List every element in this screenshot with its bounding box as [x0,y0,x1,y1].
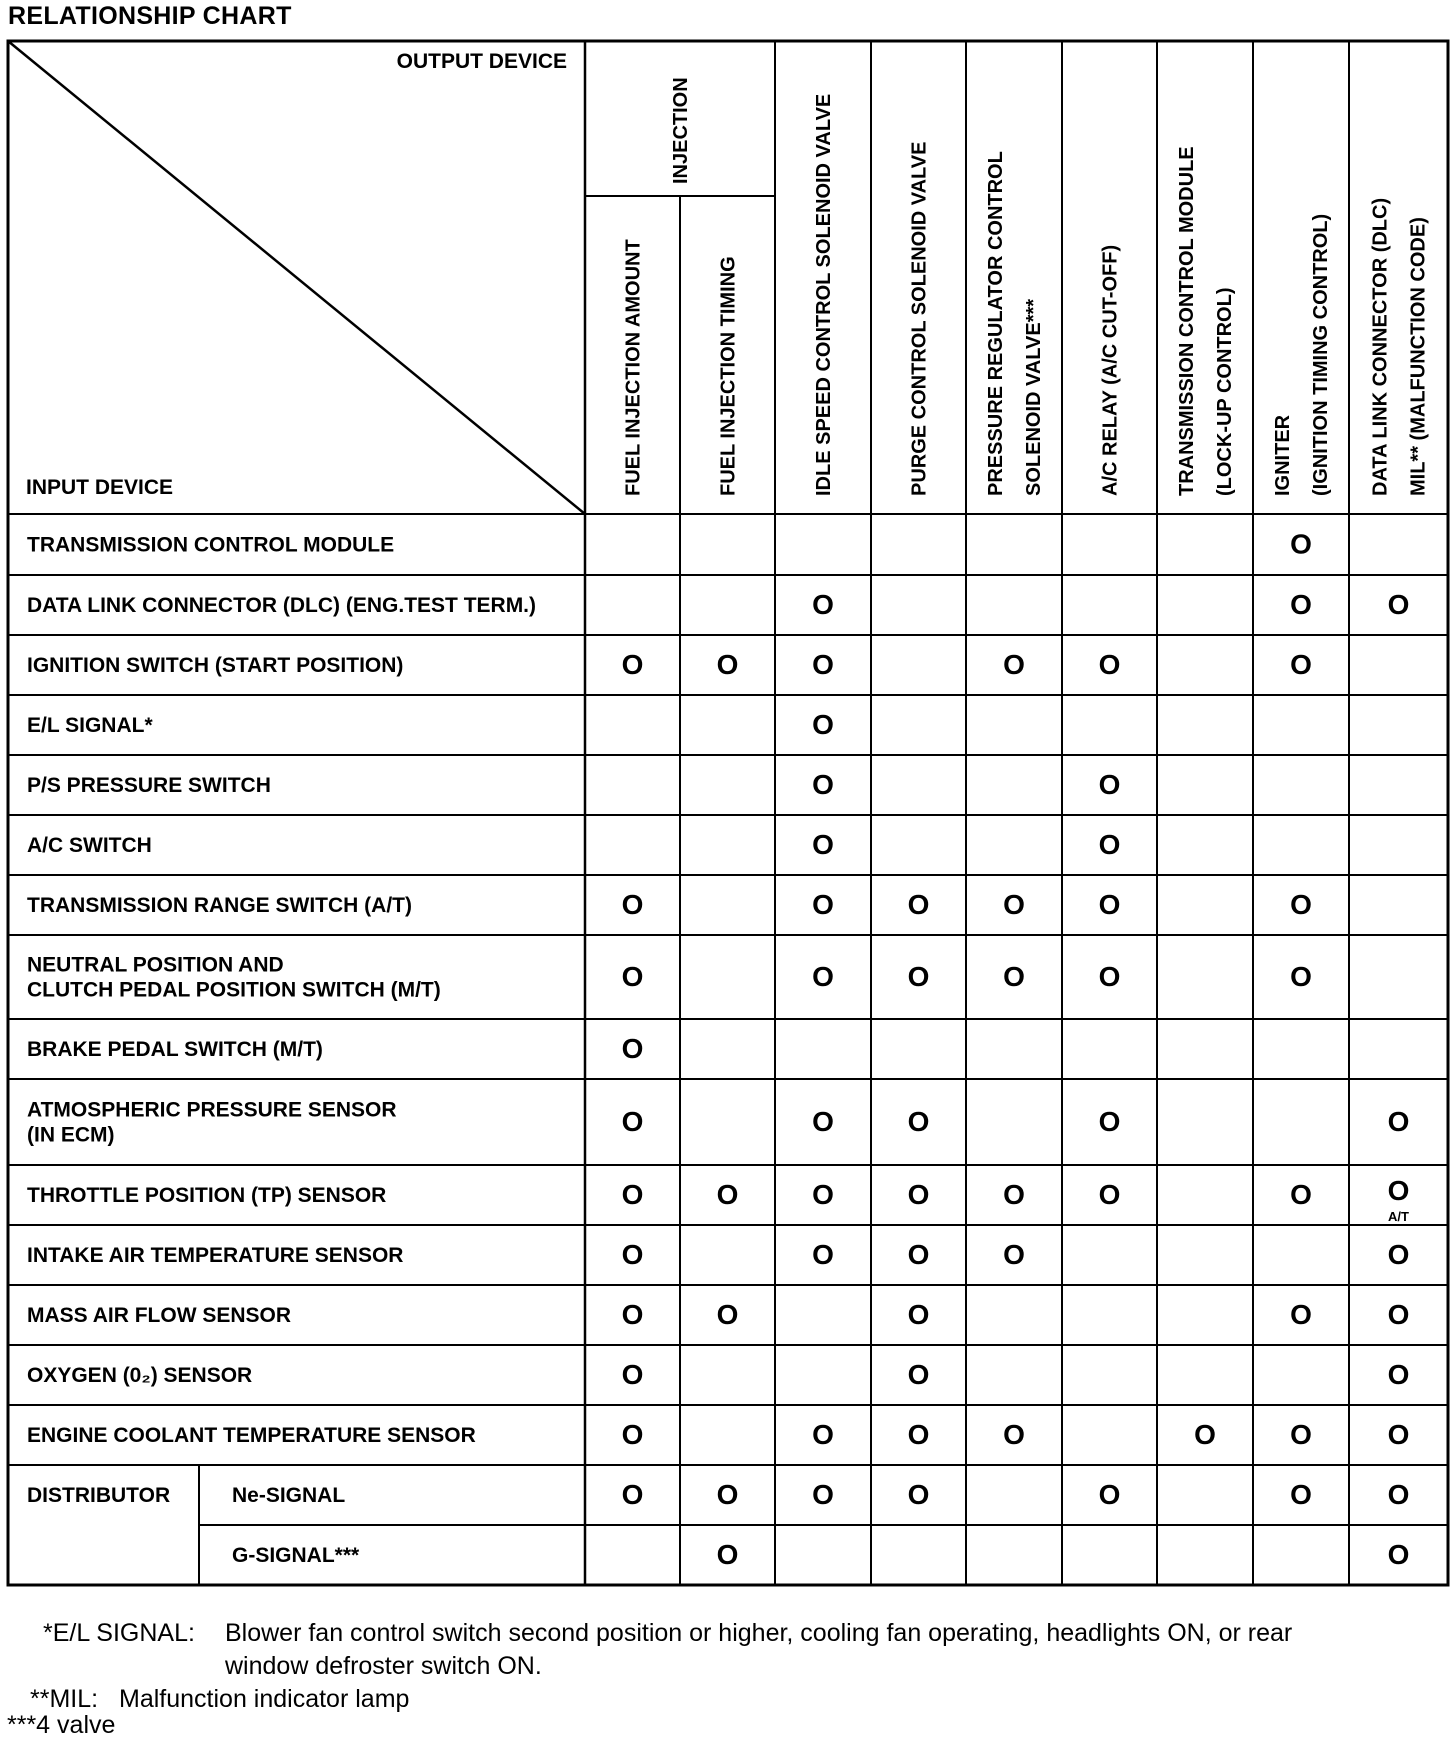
relation-mark: O [1290,1299,1312,1330]
relation-mark: O [1290,649,1312,680]
footnote-text: Malfunction indicator lamp [119,1685,410,1713]
relation-mark: O [812,649,834,680]
relation-mark: O [1003,649,1025,680]
footnote-text: window defroster switch ON. [225,1652,542,1680]
relation-mark: O [716,649,739,680]
row-group-label: DISTRIBUTOR [27,1484,171,1507]
relation-mark: O [812,709,834,740]
column-header-2: FUEL INJECTION TIMING [717,256,740,496]
relation-mark: O [907,1479,930,1510]
relation-mark: O [1290,961,1312,992]
relation-mark: O [621,1179,644,1210]
row-label: A/C SWITCH [27,834,152,857]
relation-mark: O [907,961,930,992]
relation-mark: O [621,1106,644,1137]
relation-mark: O [1290,589,1312,620]
relation-mark: O [907,1419,930,1450]
mark-sublabel: A/T [1388,1209,1409,1224]
relation-mark: O [716,1539,739,1570]
row-label: TRANSMISSION CONTROL MODULE [27,533,395,557]
relation-mark: O [1290,1419,1312,1450]
footnote-label: **MIL: [30,1685,99,1713]
relation-mark: O [1098,961,1121,992]
footnote-text: Blower fan control switch second position or higher, cooling fan operating, headlights ON, or rear [225,1619,1293,1647]
column-header-7: (LOCK-UP CONTROL) [1214,287,1236,496]
relation-mark: O [1098,769,1121,800]
relation-mark: O [1387,1175,1410,1206]
row-label: DATA LINK CONNECTOR (DLC) (ENG.TEST TERM.) [27,594,537,617]
column-header-5: SOLENOID VALVE*** [1023,298,1045,496]
relation-mark: O [1387,1359,1410,1390]
relation-mark: O [1290,528,1312,560]
relation-mark: O [1003,889,1025,920]
relation-mark: O [1387,1239,1410,1270]
column-header-5: PRESSURE REGULATOR CONTROL [985,151,1007,496]
chart-title: RELATIONSHIP CHART [8,2,292,30]
relation-mark: O [1098,829,1121,860]
relation-mark: O [907,1239,930,1270]
relation-mark: O [1098,1479,1121,1510]
relation-mark: O [1098,889,1121,920]
relation-mark: O [621,1239,644,1270]
row-label: ATMOSPHERIC PRESSURE SENSOR [27,1098,397,1122]
column-header-1: FUEL INJECTION AMOUNT [622,239,645,496]
column-header-9: DATA LINK CONNECTOR (DLC) [1369,197,1392,496]
relation-mark: O [812,589,834,620]
injection-group-label: INJECTION [670,77,692,184]
relation-mark: O [812,1479,834,1510]
relation-mark: O [1387,1539,1410,1570]
row-label: NEUTRAL POSITION AND [27,953,284,977]
row-label: (IN ECM) [27,1123,115,1147]
relation-mark: O [1387,589,1410,620]
relation-mark: O [1387,1479,1410,1510]
row-label: ENGINE COOLANT TEMPERATURE SENSOR [27,1424,476,1447]
relation-mark: O [1003,961,1025,992]
relation-mark: O [1290,1179,1312,1210]
relation-mark: O [907,1359,930,1390]
column-header-4: PURGE CONTROL SOLENOID VALVE [908,141,931,496]
relation-mark: O [812,769,834,800]
relation-mark: O [621,889,644,920]
footnote-label: ***4 valve [7,1711,116,1739]
relation-mark: O [621,1299,644,1330]
row-label: P/S PRESSURE SWITCH [27,774,271,797]
relation-mark: O [621,1479,644,1510]
relation-mark: O [1387,1299,1410,1330]
relation-mark: O [812,829,834,860]
row-label: CLUTCH PEDAL POSITION SWITCH (M/T) [27,978,441,1002]
header-diagonal [8,41,585,514]
column-header-8: IGNITER [1272,414,1294,496]
row-label: OXYGEN (0₂) SENSOR [27,1364,253,1387]
relation-mark: O [812,1239,834,1270]
relation-mark: O [812,1419,834,1450]
relation-mark: O [621,1419,644,1450]
relation-mark: O [716,1299,739,1330]
column-header-8: (IGNITION TIMING CONTROL) [1310,213,1332,496]
row-label: TRANSMISSION RANGE SWITCH (A/T) [27,894,412,917]
row-label: BRAKE PEDAL SWITCH (M/T) [27,1038,323,1061]
relation-mark: O [1387,1419,1410,1450]
relation-mark: O [1003,1419,1025,1450]
relation-mark: O [621,649,644,680]
relation-mark: O [621,1359,644,1390]
row-label: MASS AIR FLOW SENSOR [27,1304,292,1327]
row-label: Ne-SIGNAL [232,1484,346,1507]
relation-mark: O [621,961,644,992]
relation-mark: O [1098,649,1121,680]
relation-mark: O [907,1106,930,1137]
output-device-label: OUTPUT DEVICE [396,50,567,73]
relation-mark: O [1003,1179,1025,1210]
column-header-3: IDLE SPEED CONTROL SOLENOID VALVE [813,93,835,496]
row-label: INTAKE AIR TEMPERATURE SENSOR [27,1244,404,1267]
relation-mark: O [812,889,834,920]
relation-mark: O [1387,1106,1410,1137]
row-label: IGNITION SWITCH (START POSITION) [27,654,404,677]
input-device-label: INPUT DEVICE [26,476,174,499]
row-label: G-SIGNAL*** [232,1544,360,1567]
row-label: THROTTLE POSITION (TP) SENSOR [27,1184,387,1207]
footnote-label: *E/L SIGNAL: [43,1619,195,1647]
relation-mark: O [621,1033,644,1064]
relation-mark: O [1290,1479,1312,1510]
relation-mark: O [907,1299,930,1330]
relation-mark: O [812,1106,834,1137]
relation-mark: O [1003,1239,1025,1270]
relation-mark: O [812,1179,834,1210]
relation-mark: O [907,1179,930,1210]
row-label: E/L SIGNAL* [27,714,153,737]
relation-mark: O [1194,1419,1216,1450]
column-header-9: MIL** (MALFUNCTION CODE) [1407,217,1430,496]
column-header-6: A/C RELAY (A/C CUT-OFF) [1099,244,1122,496]
relation-mark: O [1098,1179,1121,1210]
relation-mark: O [716,1479,739,1510]
relation-mark: O [907,889,930,920]
column-header-7: TRANSMISSION CONTROL MODULE [1176,146,1198,496]
relation-mark: O [716,1179,739,1210]
relation-mark: O [1290,889,1312,920]
relation-mark: O [812,961,834,992]
relation-mark: O [1098,1106,1121,1137]
